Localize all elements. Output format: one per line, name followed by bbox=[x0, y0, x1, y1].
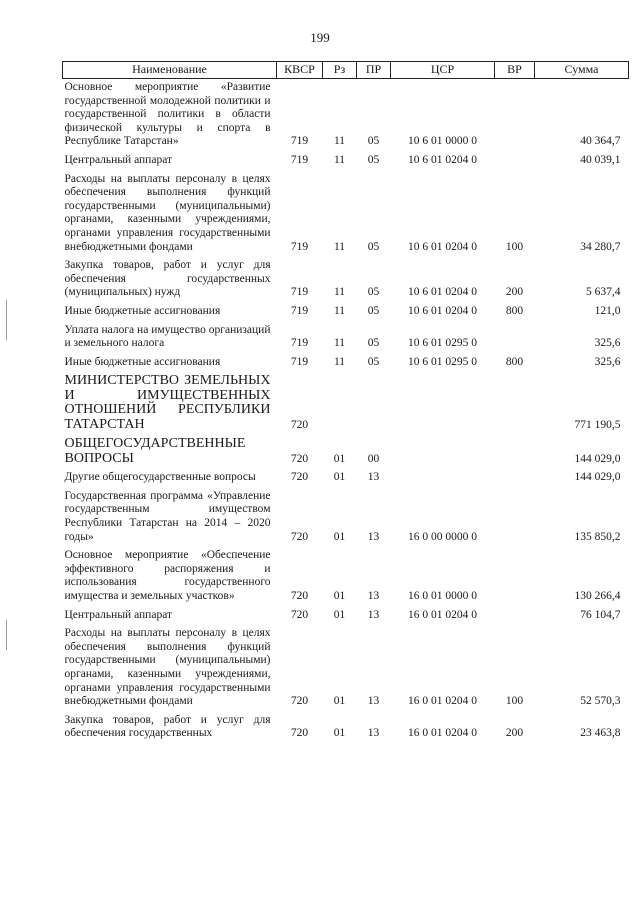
cell-vr bbox=[495, 488, 535, 547]
budget-table bbox=[62, 61, 629, 744]
cell-sum: 144 029,0 bbox=[574, 452, 621, 465]
cell-pr: 05 bbox=[367, 240, 380, 253]
cell-vr: 100 bbox=[505, 695, 524, 708]
header-name: Наименование bbox=[63, 62, 277, 79]
table-row bbox=[63, 152, 629, 171]
cell-csr bbox=[391, 435, 495, 469]
cell-name: Закупка товаров, работ и услуг для обеспечения государственных (муниципальных) нужд bbox=[64, 259, 271, 299]
table-row bbox=[63, 257, 629, 303]
cell-vr bbox=[495, 547, 535, 606]
scan-edge-mark bbox=[6, 300, 7, 340]
cell-kvsr: 720 bbox=[290, 695, 309, 708]
cell-rz: 11 bbox=[333, 337, 346, 350]
cell-kvsr: 720 bbox=[290, 608, 309, 621]
cell-vr bbox=[495, 79, 535, 152]
cell-sum: 771 190,5 bbox=[574, 418, 621, 431]
cell-pr: 13 bbox=[367, 471, 380, 484]
cell-rz: 11 bbox=[333, 135, 346, 148]
cell-rz: 01 bbox=[333, 452, 346, 465]
table-row bbox=[63, 712, 629, 744]
cell-sum: 135 850,2 bbox=[574, 530, 621, 543]
cell-vr: 800 bbox=[505, 304, 524, 317]
cell-csr: 16 0 00 0000 0 bbox=[408, 530, 477, 543]
cell-csr: 16 0 01 0204 0 bbox=[408, 727, 477, 740]
cell-kvsr: 719 bbox=[290, 135, 309, 148]
cell-csr: 16 0 01 0000 0 bbox=[408, 590, 477, 603]
cell-name: Иные бюджетные ассигнования bbox=[64, 304, 221, 317]
cell-vr: 200 bbox=[505, 727, 524, 740]
cell-pr: 13 bbox=[367, 590, 380, 603]
cell-sum: 325,6 bbox=[594, 355, 621, 368]
cell-csr bbox=[391, 372, 495, 435]
cell-name: ОБЩЕГОСУДАРСТВЕННЫЕ ВОПРОСЫ bbox=[64, 436, 246, 466]
cell-name: Расходы на выплаты персоналу в целях обеспечения выполнения функций государственными (муниципальными) органами, казенными учреждениями, органами управления государственными внебюджетными фондами bbox=[64, 627, 271, 708]
cell-pr: 05 bbox=[367, 337, 380, 350]
cell-csr: 10 6 01 0000 0 bbox=[408, 135, 477, 148]
cell-vr bbox=[495, 152, 535, 171]
cell-rz: 11 bbox=[333, 240, 346, 253]
cell-sum: 23 463,8 bbox=[580, 727, 621, 740]
cell-rz: 11 bbox=[333, 153, 346, 166]
cell-pr: 05 bbox=[367, 304, 380, 317]
table-row bbox=[63, 547, 629, 606]
cell-pr: 05 bbox=[367, 286, 380, 299]
cell-name: Закупка товаров, работ и услуг для обеспечения государственных bbox=[64, 713, 271, 740]
table-row bbox=[63, 372, 629, 435]
cell-sum: 5 637,4 bbox=[586, 286, 621, 299]
cell-sum: 325,6 bbox=[594, 337, 621, 350]
cell-kvsr: 719 bbox=[290, 337, 309, 350]
header-vr: ВР bbox=[495, 62, 535, 79]
cell-rz: 01 bbox=[333, 590, 346, 603]
cell-kvsr: 720 bbox=[290, 418, 309, 431]
scan-edge-mark bbox=[6, 620, 7, 650]
cell-sum: 40 039,1 bbox=[580, 153, 621, 166]
header-rz: Рз bbox=[323, 62, 357, 79]
cell-rz: 01 bbox=[333, 608, 346, 621]
cell-vr: 100 bbox=[505, 240, 524, 253]
cell-csr: 16 0 01 0204 0 bbox=[408, 695, 477, 708]
cell-sum: 130 266,4 bbox=[574, 590, 621, 603]
cell-rz: 11 bbox=[333, 286, 346, 299]
cell-pr: 05 bbox=[367, 355, 380, 368]
cell-pr bbox=[357, 372, 391, 435]
cell-name: Центральный аппарат bbox=[64, 153, 173, 166]
cell-kvsr: 719 bbox=[290, 304, 309, 317]
cell-csr: 10 6 01 0204 0 bbox=[408, 304, 477, 317]
cell-rz: 01 bbox=[333, 471, 346, 484]
cell-kvsr: 720 bbox=[290, 452, 309, 465]
table-row bbox=[63, 488, 629, 547]
cell-kvsr: 719 bbox=[290, 355, 309, 368]
cell-vr bbox=[495, 435, 535, 469]
table-row bbox=[63, 354, 629, 373]
cell-pr: 13 bbox=[367, 695, 380, 708]
cell-csr: 10 6 01 0204 0 bbox=[408, 286, 477, 299]
table-row bbox=[63, 625, 629, 712]
header-pr: ПР bbox=[357, 62, 391, 79]
cell-csr: 10 6 01 0295 0 bbox=[408, 337, 477, 350]
cell-pr: 13 bbox=[367, 530, 380, 543]
cell-name: Основное мероприятие «Обеспечение эффективного распоряжения и использования государственного имущества и земельных участков» bbox=[64, 549, 271, 603]
page-number: 199 bbox=[310, 30, 330, 45]
cell-vr: 800 bbox=[505, 355, 524, 368]
cell-name: Уплата налога на имущество организаций и земельного налога bbox=[64, 323, 271, 350]
budget-table-container bbox=[62, 61, 628, 744]
cell-sum: 52 570,3 bbox=[580, 695, 621, 708]
cell-rz bbox=[323, 372, 357, 435]
cell-rz: 11 bbox=[333, 304, 346, 317]
cell-sum: 76 104,7 bbox=[580, 608, 621, 621]
cell-csr: 10 6 01 0204 0 bbox=[408, 153, 477, 166]
cell-csr: 10 6 01 0204 0 bbox=[408, 240, 477, 253]
cell-name: Центральный аппарат bbox=[64, 608, 173, 621]
table-row bbox=[63, 322, 629, 354]
table-row bbox=[63, 303, 629, 322]
cell-pr: 05 bbox=[367, 135, 380, 148]
cell-vr bbox=[495, 469, 535, 488]
cell-name: Другие общегосударственные вопросы bbox=[64, 471, 256, 484]
cell-kvsr: 720 bbox=[290, 530, 309, 543]
cell-vr bbox=[495, 322, 535, 354]
header-csr: ЦСР bbox=[391, 62, 495, 79]
table-row bbox=[63, 607, 629, 626]
cell-kvsr: 720 bbox=[290, 727, 309, 740]
cell-pr: 05 bbox=[367, 153, 380, 166]
cell-csr: 16 0 01 0204 0 bbox=[408, 608, 477, 621]
cell-name: Расходы на выплаты персоналу в целях обеспечения выполнения функций государственными (муниципальными) органами, казенными учреждениями, органами управления государственными внебюджетными фондами bbox=[64, 172, 271, 253]
cell-sum: 144 029,0 bbox=[574, 471, 621, 484]
cell-sum: 34 280,7 bbox=[580, 240, 621, 253]
table-row bbox=[63, 469, 629, 488]
cell-rz: 01 bbox=[333, 727, 346, 740]
cell-kvsr: 720 bbox=[290, 471, 309, 484]
cell-rz: 01 bbox=[333, 695, 346, 708]
cell-vr: 200 bbox=[505, 286, 524, 299]
cell-kvsr: 719 bbox=[290, 240, 309, 253]
cell-kvsr: 720 bbox=[290, 590, 309, 603]
cell-kvsr: 719 bbox=[290, 153, 309, 166]
cell-rz: 01 bbox=[333, 530, 346, 543]
cell-name: Иные бюджетные ассигнования bbox=[64, 355, 221, 368]
cell-csr: 10 6 01 0295 0 bbox=[408, 355, 477, 368]
cell-name: МИНИСТЕРСТВО ЗЕМЕЛЬНЫХ И ИМУЩЕСТВЕННЫХ ОТНОШЕНИЙ РЕСПУБЛИКИ ТАТАРСТАН bbox=[64, 373, 271, 432]
table-row bbox=[63, 435, 629, 469]
cell-name: Государственная программа «Управление государственным имуществом Республики Татарстан на 2014 – 2020 годы» bbox=[64, 489, 271, 543]
table-row bbox=[63, 171, 629, 258]
cell-vr bbox=[495, 372, 535, 435]
cell-csr bbox=[391, 469, 495, 488]
cell-sum: 121,0 bbox=[594, 304, 621, 317]
cell-pr: 13 bbox=[367, 608, 380, 621]
cell-rz: 11 bbox=[333, 355, 346, 368]
table-row bbox=[63, 79, 629, 152]
cell-pr: 00 bbox=[367, 452, 380, 465]
cell-pr: 13 bbox=[367, 727, 380, 740]
cell-sum: 40 364,7 bbox=[580, 135, 621, 148]
header-kvsr: КВСР bbox=[277, 62, 323, 79]
cell-kvsr: 719 bbox=[290, 286, 309, 299]
cell-name: Основное мероприятие «Развитие государственной молодежной политики и государственной политики в области физической культуры и спорта в Республике Татарстан» bbox=[64, 81, 271, 148]
table-header-row bbox=[63, 62, 629, 79]
cell-vr bbox=[495, 607, 535, 626]
header-sum: Сумма bbox=[535, 62, 629, 79]
